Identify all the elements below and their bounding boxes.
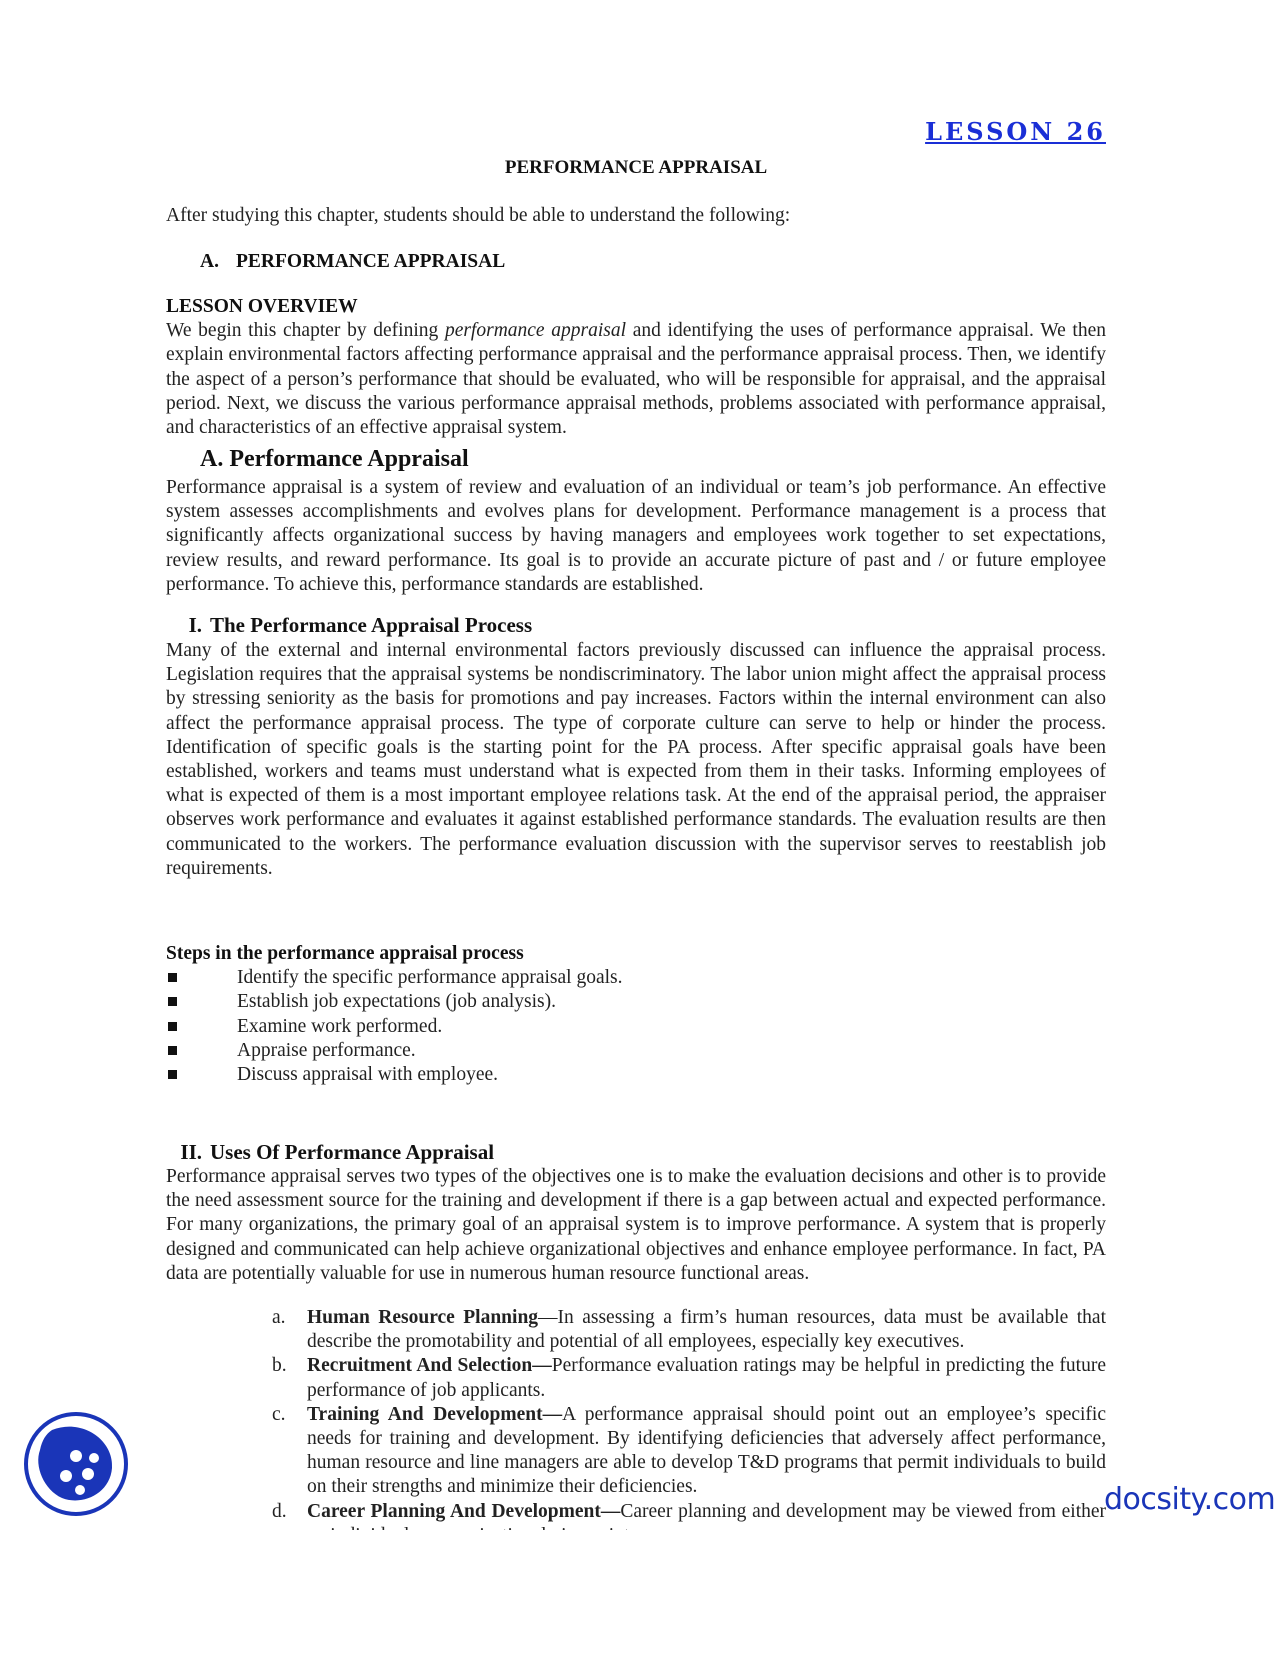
section-a-heading: A. Performance Appraisal (200, 446, 469, 472)
section-1-number: I. (188, 613, 202, 637)
item-text: Career planning and development may be viewed from either (620, 1500, 1107, 1522)
bullet-icon (168, 1022, 177, 1031)
step-text: Examine work performed. (237, 1015, 443, 1037)
bullet-icon (168, 973, 177, 982)
bullet-icon (168, 1046, 177, 1055)
section-1-heading (166, 613, 532, 637)
objective-item (200, 250, 505, 274)
objective-label: PERFORMANCE APPRAISAL (236, 251, 506, 272)
bullet-icon (168, 997, 177, 1006)
step-text: Establish job expectations (job analysis). (237, 991, 556, 1013)
list-item (166, 990, 1106, 1014)
item-letter: d. (272, 1500, 287, 1522)
list-item (272, 1306, 1106, 1354)
section-2-paragraph: Performance appraisal serves two types of the objectives one is to make the evaluation decisions and other is to provide the need assessment source for the training and development if there is a gap between actual and expected performance. For many organizations, the primary goal of an appraisal system is to improve performance. A system that is properly designed and communicated can help achieve organizational objectives and enhance employee performance. In fact, PA data are potentially valuable for use in numerous human resource functional areas. (166, 1166, 1106, 1284)
objective-letter: A. (200, 251, 219, 272)
section-2-number: II. (180, 1140, 202, 1164)
document-title: PERFORMANCE APPRAISAL (504, 157, 768, 178)
list-item (166, 1063, 1106, 1087)
item-title: Recruitment And Selection— (307, 1355, 552, 1377)
item-text: In assessing a firm’s human resources, data must be available that describe the promotability and potential of all employees, especially key executives. (307, 1307, 1106, 1353)
item-letter: b. (272, 1355, 287, 1377)
overview-heading: LESSON OVERVIEW (166, 296, 358, 317)
bullet-icon (168, 1070, 177, 1079)
section-1-title: The Performance Appraisal Process (210, 613, 533, 637)
page-bottom-mask (0, 1530, 1280, 1656)
list-item (166, 966, 1106, 990)
docsity-logo-icon[interactable] (22, 1410, 130, 1518)
step-text: Discuss appraisal with employee. (237, 1063, 499, 1085)
uses-list (272, 1306, 1106, 1548)
item-title: Career Planning And Development— (307, 1500, 621, 1522)
section-a-paragraph: Performance appraisal is a system of review and evaluation of an individual or team’s job performance. An effective system assesses accomplishments and evolves plans for development. Performance management is a process that significantly affects organizational success by having managers and employees work together to set expectations, review results, and reward performance. Its goal is to provide an accurate picture of past and / or future employee performance. To achieve this, performance standards are established. (166, 477, 1106, 595)
lesson-number: LESSON 26 (925, 117, 1106, 146)
overview-text-end: and identifying the uses of performance appraisal. We then explain environmental factors affecting performance appraisal and the performance appraisal process. Then, we identify the aspect of a person’s performance that should be evaluated, who will be responsible for appraisal, and the appraisal period. Next, we discuss the various performance appraisal methods, problems associated with performance appraisal, and characteristics of an effective appraisal system. (166, 320, 1107, 439)
section-2-heading (166, 1140, 494, 1164)
item-title: Training And Development— (307, 1403, 563, 1425)
item-letter: a. (272, 1307, 286, 1328)
steps-list (166, 942, 1106, 1087)
overview-text-start: We begin this chapter by defining (166, 320, 445, 342)
list-item (272, 1403, 1106, 1500)
overview-paragraph (166, 319, 1106, 440)
step-text: Identify the specific performance appraisal goals. (237, 967, 623, 989)
intro-text: After studying this chapter, students should be able to understand the following: (166, 205, 791, 226)
item-title: Human Resource Planning (307, 1307, 539, 1328)
section-2-title: Uses Of Performance Appraisal (210, 1140, 495, 1164)
step-text: Appraise performance. (237, 1039, 416, 1061)
section-1-paragraph: Many of the external and internal environmental factors previously discussed can influence the appraisal process. Legislation requires that the appraisal systems be nondiscriminatory. The labor union might affect the appraisal process by stressing seniority as the basis for promotions and pay increases. Factors within the internal environment can also affect the performance appraisal process. The type of corporate culture can serve to help or hinder the process. Identification of specific goals is the starting point for the PA process. After specific appraisal goals have been established, workers and teams must understand what is expected from them in their tasks. Informing employees of what is expected of them is a most important employee relations task. At the end of the appraisal period, the appraiser observes work performance and evaluates it against established performance standards. The evaluation results are then communicated to the workers. The performance evaluation discussion with the supervisor serves to reestablish job requirements. (166, 640, 1106, 879)
item-text: A performance appraisal should point out an employee’s specific needs for training and development. By identifying deficiencies that adversely affect performance, human resource and line managers are able to develop T&D programs that permit individuals to build on their strengths and minimize their deficiencies. (307, 1403, 1106, 1498)
item-separator: — (538, 1307, 558, 1328)
steps-heading: Steps in the performance appraisal process (166, 943, 524, 964)
item-letter: c. (272, 1403, 286, 1425)
list-item (166, 1039, 1106, 1063)
list-item (272, 1354, 1106, 1402)
list-item (166, 1015, 1106, 1039)
overview-term: performance appraisal (444, 320, 627, 342)
item-text: Performance evaluation ratings may be helpful in predicting the future performance of job applicants. (307, 1355, 1106, 1401)
lesson-overview (166, 295, 1106, 440)
docsity-brand-link[interactable]: docsity.com (1104, 1482, 1276, 1517)
